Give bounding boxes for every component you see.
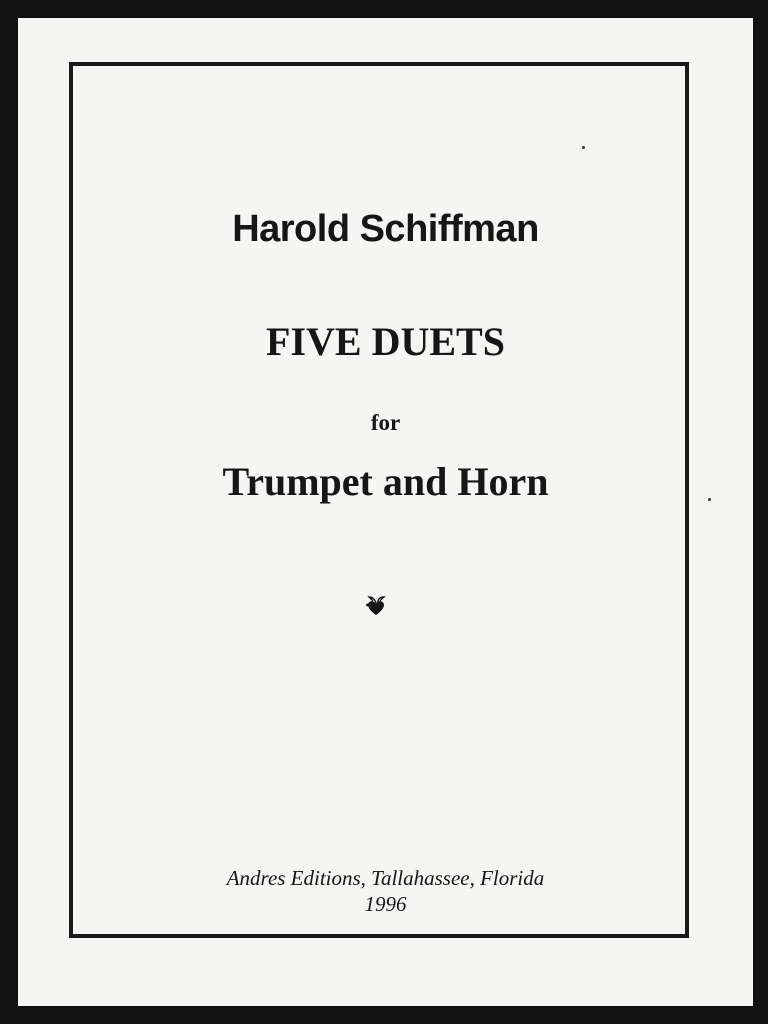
- publication-year: 1996: [364, 892, 407, 916]
- work-title: FIVE DUETS: [266, 319, 505, 364]
- for-label: for: [370, 410, 401, 435]
- title-page: [18, 18, 753, 1006]
- instrumentation: Trumpet and Horn: [222, 459, 549, 504]
- composer-name: Harold Schiffman: [232, 208, 539, 250]
- fleuron-heart-icon: [363, 593, 389, 619]
- publisher-line: Andres Editions, Tallahassee, Florida: [226, 866, 545, 890]
